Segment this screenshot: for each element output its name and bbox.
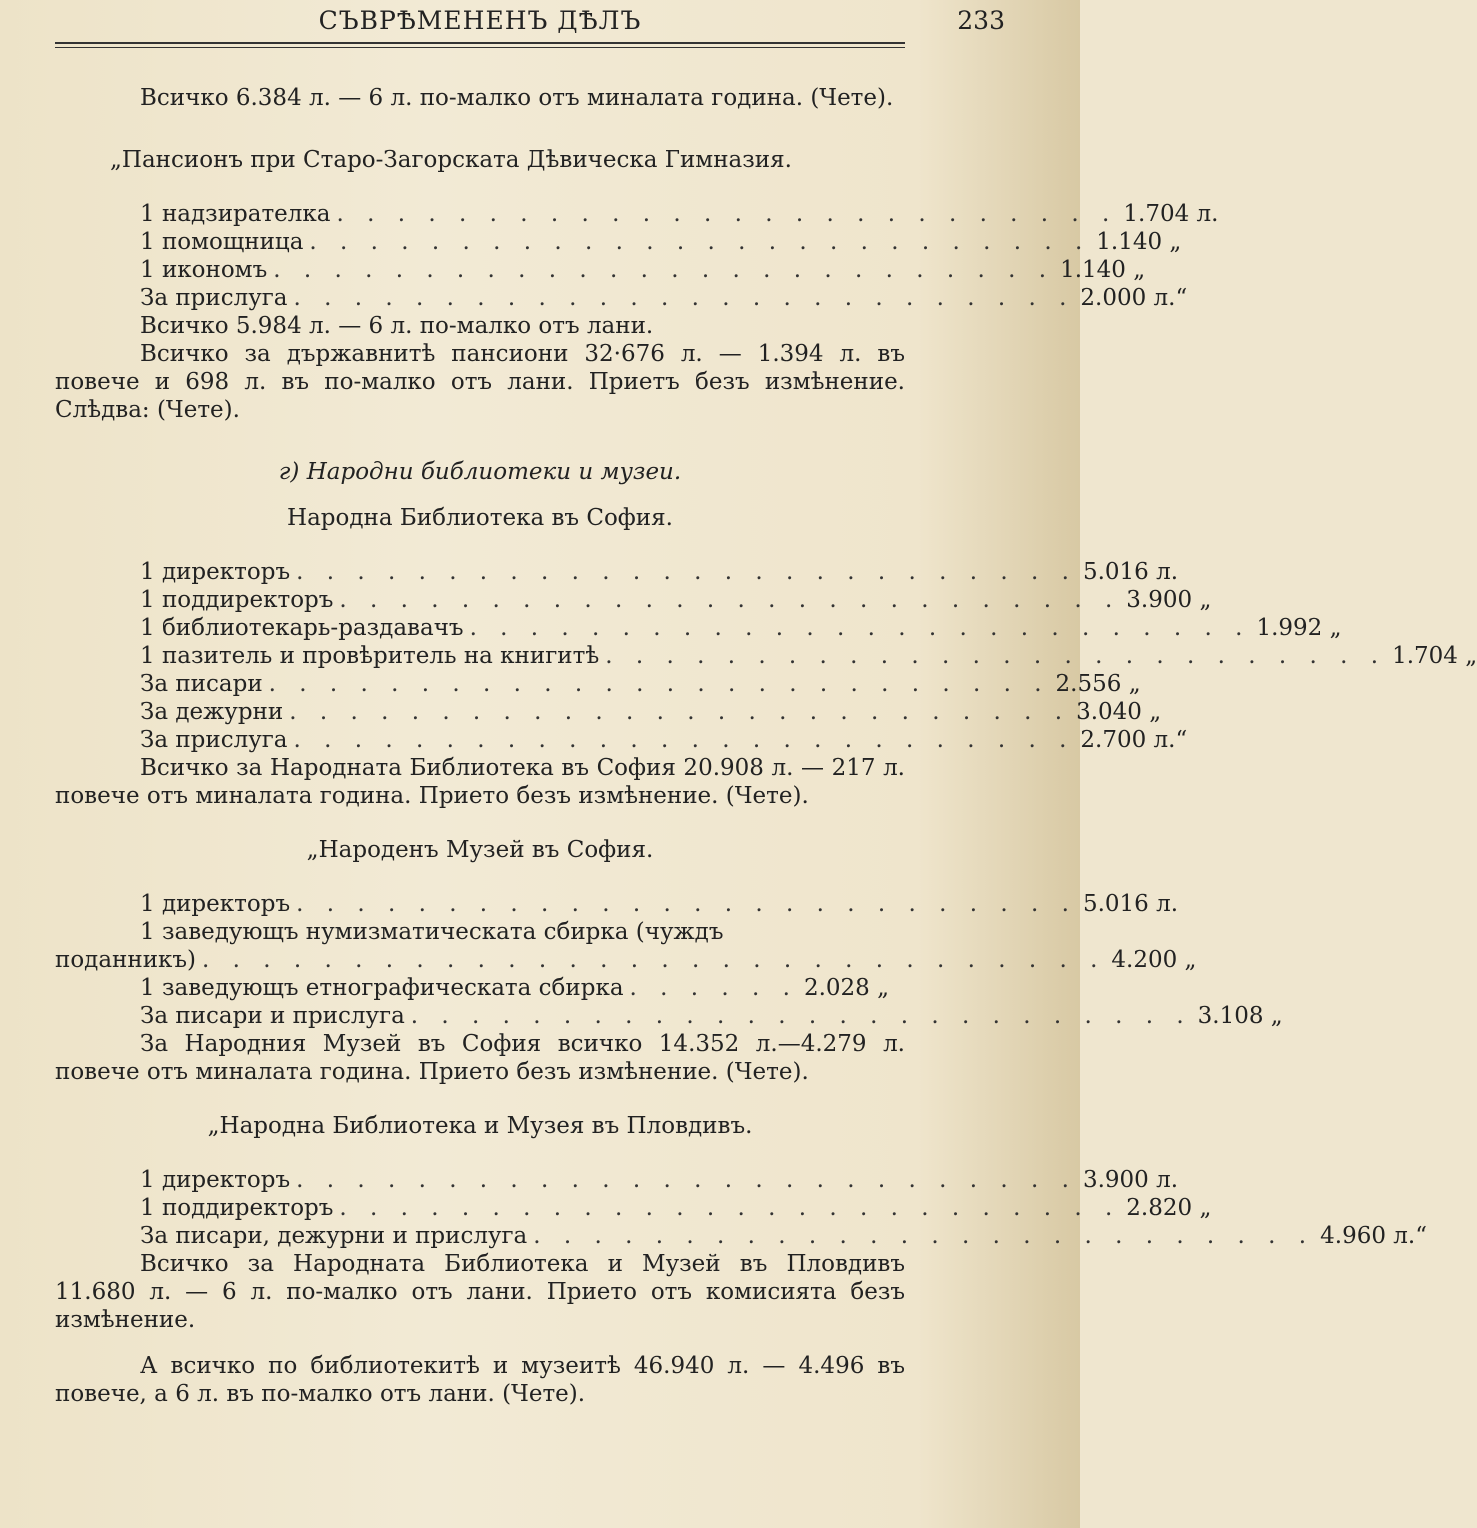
item-label: 1 поддиректоръ — [140, 1195, 334, 1221]
item-value: 2.000 л.“ — [1080, 285, 1188, 311]
item-label: 1 пазитель и провѣритель на книгитѣ — [140, 643, 600, 669]
section3-heading: „Народенъ Музей въ София. — [306, 837, 654, 863]
list-item — [55, 670, 1141, 698]
list-item — [55, 974, 905, 1002]
item-value: 1.992 „ — [1256, 615, 1342, 641]
leader-dots: . . . . . . . . . . . . . . . . . . . . . . . . . . — [289, 699, 1071, 725]
item-value: 4.960 л.“ — [1320, 1223, 1427, 1249]
leader-dots: . . . . . . . . . . . . . . . . . . . . . . . . . . — [336, 201, 1118, 227]
item-value: 1.140 „ — [1060, 257, 1146, 283]
page-number: 233 — [957, 6, 1005, 35]
leader-dots: . . . . . . . . . . . . . . . . . . . . . . . . . . — [296, 891, 1077, 917]
item-label: 1 поддиректоръ — [140, 587, 334, 613]
item-label: 1 надзирателка — [140, 201, 331, 227]
leader-dots: . . . . . . . . . . . . . . . . . . . . . . . . . . — [469, 615, 1251, 641]
list-item — [55, 1222, 1427, 1250]
section1-heading: „Пансионъ при Старо-Загорската Дѣвическа Гимназия. — [110, 147, 792, 173]
item-value: 3.900 л. — [1082, 1167, 1179, 1193]
item-label: 1 директоръ — [140, 1167, 291, 1193]
item-label: 1 помощница — [140, 229, 304, 255]
list-item — [55, 698, 1162, 726]
header-rule-thick — [55, 42, 905, 44]
item-value: 2.028 „ — [803, 975, 890, 1001]
list-item — [55, 726, 1188, 754]
leader-dots: . . . . . . . . . . . . . . . . . . . . . . . . . . — [339, 587, 1121, 613]
leader-dots: . . . . . . . . . . . . . . . . . . . . . . . . . . — [296, 1167, 1077, 1193]
page-body — [55, 84, 1477, 1408]
item-value: 3.900 „ — [1126, 587, 1212, 613]
section3-summary: За Народния Музей въ София всичко 14.352 л.—4.279 л. повече отъ миналата година. Прието безъ измѣнение. (Чете). — [55, 1031, 905, 1085]
header-title: СЪВРѢМЕНЕНЪ ДѢЛЪ — [318, 6, 642, 35]
section4-summary: Всичко за Народната Библиотека и Музей въ Пловдивъ 11.680 л. — 6 л. по-малко отъ лани. Прието отъ комисията безъ измѣнение. — [55, 1251, 905, 1333]
item-label: За писари — [140, 671, 263, 697]
leader-dots: . . . . . . . . . . . . . . . . . . . . . . . . . . — [293, 285, 1075, 311]
list-item — [55, 946, 1197, 974]
item-label: За писари и прислуга — [140, 1003, 405, 1029]
leader-dots: . . . . . . . . . . . . . . . . . . . . . . . . . . — [605, 643, 1387, 669]
item-label: 1 икономъ — [140, 257, 268, 283]
item-label: За прислуга — [140, 285, 288, 311]
item-value: 2.700 л.“ — [1080, 727, 1188, 753]
item-value: 2.820 „ — [1126, 1195, 1212, 1221]
item-value: 1.704 „ — [1392, 643, 1477, 669]
paragraph-intro: Всичко 6.384 л. — 6 л. по-малко отъ миналата година. (Чете). — [140, 85, 894, 111]
list-item — [55, 614, 1342, 642]
item-value: 2.556 „ — [1055, 671, 1141, 697]
list-item — [55, 558, 1179, 586]
item-label: поданникъ) — [55, 947, 197, 973]
item-value: 5.016 л. — [1082, 891, 1179, 917]
item-label: За прислуга — [140, 727, 288, 753]
item-label: За писари, дежурни и прислуга — [140, 1223, 528, 1249]
item-value: 3.108 „ — [1197, 1003, 1283, 1029]
item-label-line: 1 заведующъ нумизматическата сбирка (чуждъ — [140, 919, 724, 945]
list-item — [55, 200, 1219, 228]
item-value: 4.200 „ — [1111, 947, 1197, 973]
section2-heading: Народна Библиотека въ София. — [287, 505, 673, 531]
list-item — [55, 642, 1477, 670]
item-value: 5.016 л. — [1082, 559, 1179, 585]
list-item — [55, 228, 1182, 256]
list-item — [55, 1002, 1283, 1030]
item-value: 1.704 л. — [1123, 201, 1219, 227]
leader-dots: . . . . . . . . . . . . . . . . . . . . . . . . . . — [339, 1195, 1121, 1221]
list-item — [55, 1194, 1212, 1222]
list-item — [55, 284, 1188, 312]
section1-total: Всичко 5.984 л. — 6 л. по-малко отъ лани. — [140, 313, 654, 339]
leader-dots: . . . . . . . . . . . . . . . . . . . . . . . . . . . . . . — [202, 947, 1106, 973]
item-value: 3.040 „ — [1076, 699, 1162, 725]
item-label: 1 директоръ — [140, 891, 291, 917]
running-header — [55, 4, 1005, 40]
item-label: 1 заведующъ етнографическата сбирка — [140, 975, 624, 1001]
final-paragraph: А всичко по библиотекитѣ и музеитѣ 46.940 л. — 4.496 въ повече, а 6 л. въ по-малко отъ лани. (Чете). — [55, 1353, 905, 1407]
item-value: 1.140 „ — [1096, 229, 1182, 255]
leader-dots: . . . . . . . . . . . . . . . . . . . . . . . . . . — [410, 1003, 1192, 1029]
leader-dots: . . . . . . . . . . . . . . . . . . . . . . . . . . — [273, 257, 1055, 283]
list-item — [55, 1166, 1179, 1194]
leader-dots: . . . . . . . . . . . . . . . . . . . . . . . . . . — [533, 1223, 1315, 1249]
item-label: 1 директоръ — [140, 559, 291, 585]
leader-dots: . . . . . . . . . . . . . . . . . . . . . . . . . . — [309, 229, 1091, 255]
list-item — [55, 890, 1179, 918]
list-item — [55, 256, 1146, 284]
item-label: За дежурни — [140, 699, 284, 725]
section1-summary: Всичко за държавнитѣ пансиони 32·676 л. — 1.394 л. въ повече и 698 л. въ по-малко отъ лани. Приетъ безъ измѣнение. Слѣдва: (Чете). — [55, 341, 905, 423]
leader-dots: . . . . . . — [629, 975, 798, 1001]
section4-heading: „Народна Библиотека и Музея въ Пловдивъ. — [207, 1113, 753, 1139]
item-label: 1 библиотекарь-раздавачъ — [140, 615, 464, 641]
leader-dots: . . . . . . . . . . . . . . . . . . . . . . . . . . — [268, 671, 1050, 697]
header-rule-thin — [55, 47, 905, 48]
section-g-heading: г) Народни библиотеки и музеи. — [278, 459, 682, 485]
leader-dots: . . . . . . . . . . . . . . . . . . . . . . . . . . — [293, 727, 1075, 753]
list-item — [55, 586, 1212, 614]
leader-dots: . . . . . . . . . . . . . . . . . . . . . . . . . . — [296, 559, 1077, 585]
section2-summary: Всичко за Народната Библиотека въ София 20.908 л. — 217 л. повече отъ миналата година. Прието безъ измѣнение. (Чете). — [55, 755, 905, 809]
